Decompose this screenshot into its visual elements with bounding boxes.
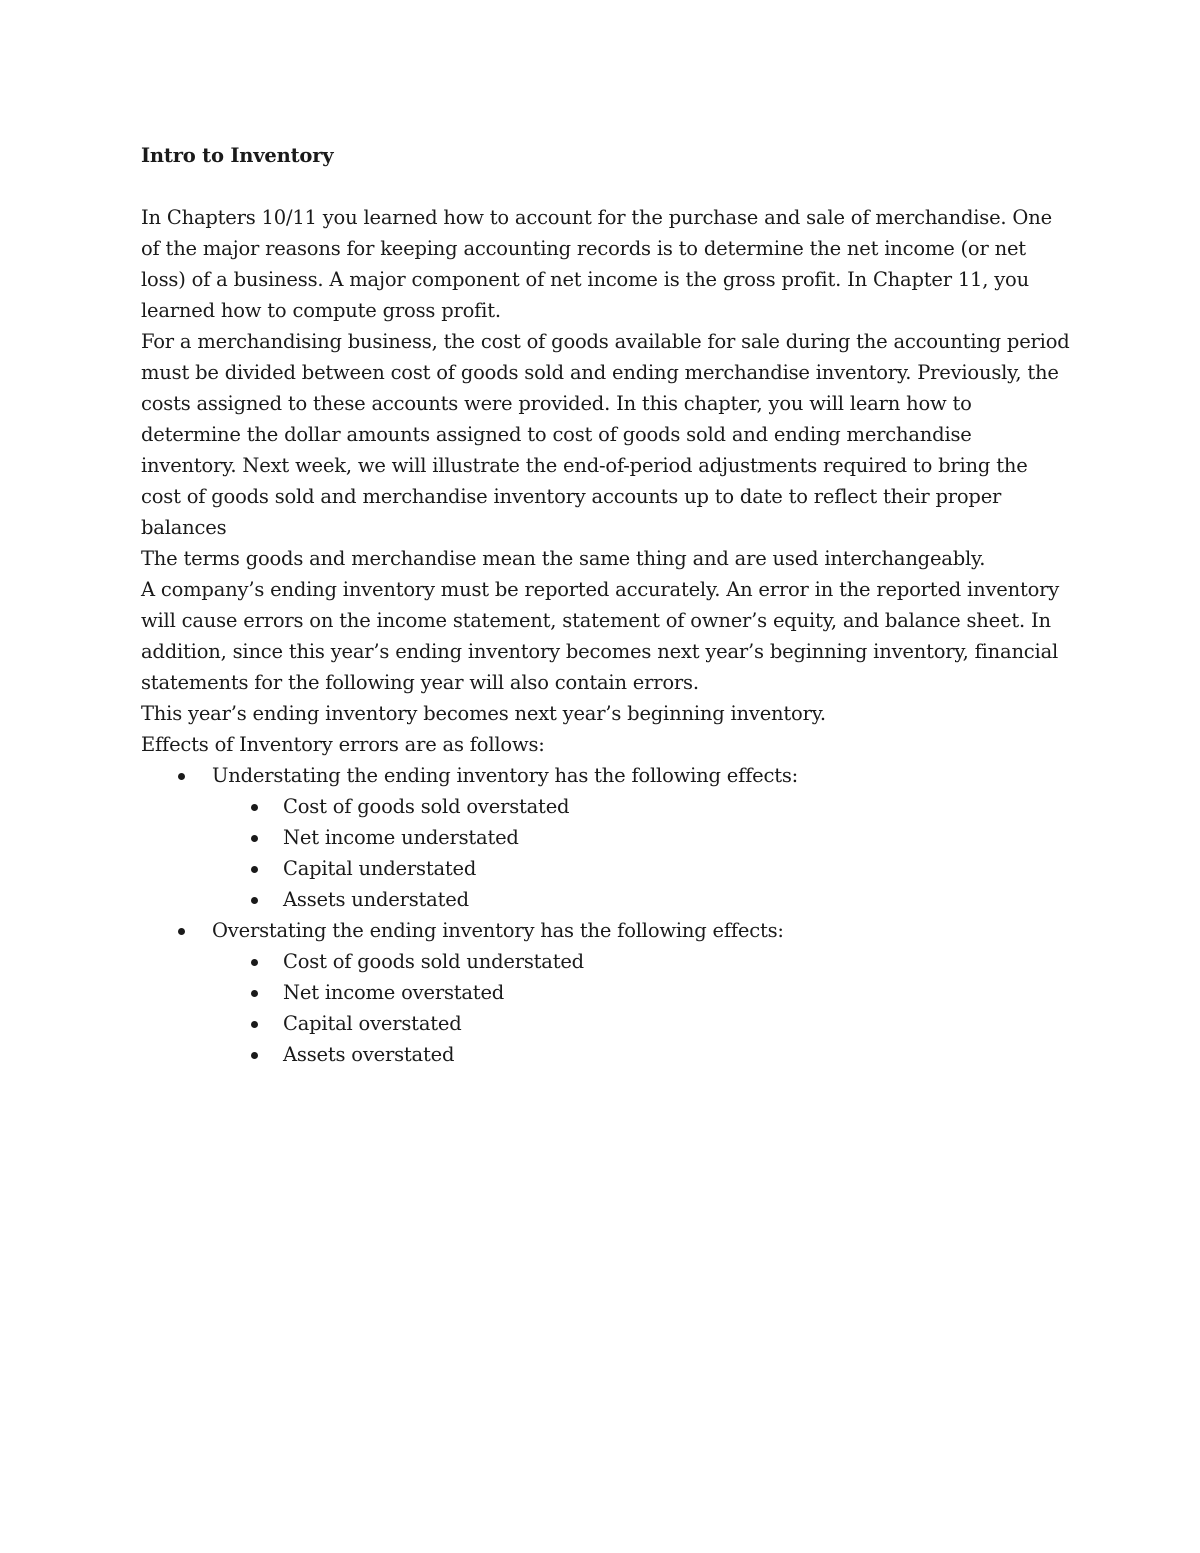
list-item <box>212 853 1071 884</box>
bullet-icon <box>251 835 258 842</box>
list-item <box>141 760 1071 915</box>
carryover-paragraph: This year’s ending inventory becomes next year’s beginning inventory. <box>141 702 826 725</box>
overstating-effects-sublist <box>212 946 1071 1070</box>
bullet-icon <box>251 897 258 904</box>
list-item <box>212 791 1071 822</box>
understating-effects-sublist <box>212 791 1071 915</box>
terms-paragraph: The terms goods and merchandise mean the same thing and are used interchangeably. <box>141 547 986 570</box>
effect-text: Cost of goods sold overstated <box>283 795 570 818</box>
effects-list <box>141 760 1071 1070</box>
bullet-icon <box>251 866 258 873</box>
title-spacer <box>141 171 1071 202</box>
list-item <box>212 1039 1071 1070</box>
understating-effects-label: Understating the ending inventory has the following effects: <box>212 764 799 787</box>
merchandising-paragraph: For a merchandising business, the cost of goods available for sale during the accounting period must be divided between cost of goods sold and ending merchandise inventory. Previously, the costs assigned to these accounts were provided. In this chapter, you will learn how to determine the dollar amounts assigned to cost of goods sold and ending merchandise inventory. Next week, we will illustrate the end-of-period adjustments required to bring the cost of goods sold and merchandise inventory accounts up to date to reflect their proper balances <box>141 330 1070 539</box>
ending-inventory-paragraph: A company’s ending inventory must be reported accurately. An error in the reported inventory will cause errors on the income statement, statement of owner’s equity, and balance sheet. In addition, since this year’s ending inventory becomes next year’s beginning inventory, financial statements for the following year will also contain errors. <box>141 578 1060 694</box>
bullet-icon <box>251 959 258 966</box>
page-title: Intro to Inventory <box>141 144 334 167</box>
bullet-icon <box>178 928 185 935</box>
bullet-icon <box>178 773 185 780</box>
effect-text: Net income understated <box>283 826 519 849</box>
effect-text: Net income overstated <box>283 981 505 1004</box>
effect-text: Capital overstated <box>283 1012 462 1035</box>
intro-paragraph: In Chapters 10/11 you learned how to account for the purchase and sale of merchandise. One of the major reasons for keeping accounting records is to determine the net income (or net loss) of a business. A major component of net income is the gross profit. In Chapter 11, you learned how to compute gross profit. <box>141 206 1052 322</box>
overstating-effects-label: Overstating the ending inventory has the following effects: <box>212 919 784 942</box>
list-item <box>212 977 1071 1008</box>
bullet-icon <box>251 1021 258 1028</box>
list-item <box>141 915 1071 1070</box>
effect-text: Cost of goods sold understated <box>283 950 584 973</box>
list-item <box>212 1008 1071 1039</box>
bullet-icon <box>251 804 258 811</box>
effects-intro-paragraph: Effects of Inventory errors are as follows: <box>141 733 545 756</box>
list-item <box>212 884 1071 915</box>
effect-text: Assets understated <box>283 888 469 911</box>
bullet-icon <box>251 990 258 997</box>
bullet-icon <box>251 1052 258 1059</box>
effect-text: Assets overstated <box>283 1043 455 1066</box>
effect-text: Capital understated <box>283 857 477 880</box>
document-page <box>141 140 1071 1070</box>
list-item <box>212 822 1071 853</box>
list-item <box>212 946 1071 977</box>
